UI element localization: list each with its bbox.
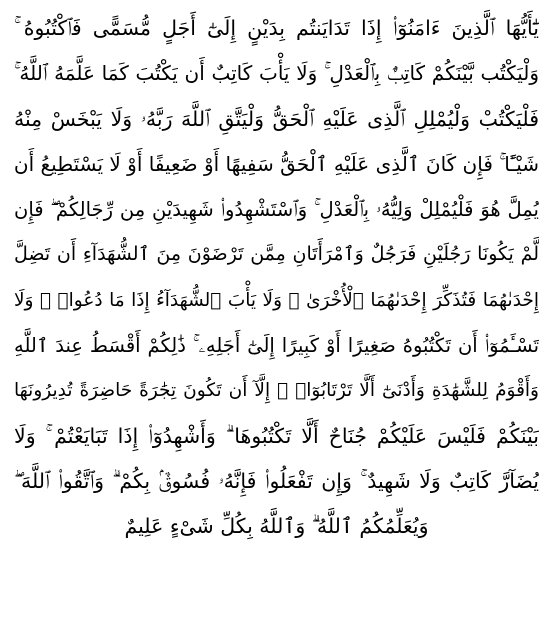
verse-line: يَٰٓأَيُّهَا ٱلَّذِينَ ءَامَنُوٓا۟ إِذَا تَدَايَنتُم بِدَيْنٍ إِلَىٰٓ أَجَلٍ مُّسَمًّى فَٱكْتُبُوهُ ۚ: [14, 16, 539, 40]
verse-line: تَسْـَٔمُوٓا۟ أَن تَكْتُبُوهُ صَغِيرًا أَوْ كَبِيرًا إِلَىٰٓ أَجَلِهِۦ ۚ ذَٰلِكُمْ أَقْسَطُ عِندَ ٱللَّهِ: [14, 334, 539, 358]
verse-line: وَلْيَكْتُب بَّيْنَكُمْ كَاتِبٌۢ بِٱلْعَدْلِ ۚ وَلَا يَأْبَ كَاتِبٌ أَن يَكْتُبَ كَمَا عَلَّمَهُ ٱللَّهُ ۚ: [14, 61, 539, 86]
quran-verse-text: [14, 6, 539, 550]
verse-line: شَيْـًٔا ۚ فَإِن كَانَ ٱلَّذِى عَلَيْهِ ٱلْحَقُّ سَفِيهًا أَوْ ضَعِيفًا أَوْ لَا يَسْتَطِيعُ أَن: [14, 151, 539, 176]
verse-line: فَلْيَكْتُبْ وَلْيُمْلِلِ ٱلَّذِى عَلَيْهِ ٱلْحَقُّ وَلْيَتَّقِ ٱللَّهَ رَبَّهُۥ وَلَا يَبْخَسْ مِنْهُ: [14, 106, 539, 131]
verse-line: يُمِلَّ هُوَ فَلْيُمْلِلْ وَلِيُّهُۥ بِٱلْعَدْلِ ۚ وَٱسْتَشْهِدُوا۟ شَهِيدَيْنِ مِن رِّجَالِكُمْ ۖ فَإِن: [14, 198, 539, 222]
verse-line: إِحْدَىٰهُمَا فَتُذَكِّرَ إِحْدَىٰهُمَا ٱلْأُخْرَىٰ ۚ وَلَا يَأْبَ ٱلشُّهَدَآءُ إِذَا مَا دُعُوا۟ ۚ وَلَا: [14, 289, 539, 311]
verse-line: بَيْنَكُمْ فَلَيْسَ عَلَيْكُمْ جُنَاحٌ أَلَّا تَكْتُبُوهَا ۗ وَأَشْهِدُوٓا۟ إِذَا تَبَايَعْتُمْ ۚ وَلَا: [14, 423, 539, 448]
verse-line: يُضَآرَّ كَاتِبٌ وَلَا شَهِيدٌ ۚ وَإِن تَفْعَلُوا۟ فَإِنَّهُۥ فُسُوقٌۢ بِكُمْ ۗ وَٱتَّقُوا۟ ٱللَّهَ ۖ: [14, 468, 539, 493]
verse-line: وَأَقْوَمُ لِلشَّهَٰدَةِ وَأَدْنَىٰٓ أَلَّا تَرْتَابُوٓا۟ ۖ إِلَّآ أَن تَكُونَ تِجَٰرَةً حَاضِرَةً تُدِيرُونَهَا: [14, 380, 539, 402]
verse-line: لَّمْ يَكُونَا رَجُلَيْنِ فَرَجُلٌ وَٱمْرَأَتَانِ مِمَّن تَرْضَوْنَ مِنَ ٱلشُّهَدَآءِ أَن تَضِلَّ: [14, 243, 539, 266]
verse-line-final: وَيُعَلِّمُكُمُ ٱللَّهُ ۗ وَٱللَّهُ بِكُلِّ شَىْءٍ عَلِيمٌ: [124, 514, 429, 539]
